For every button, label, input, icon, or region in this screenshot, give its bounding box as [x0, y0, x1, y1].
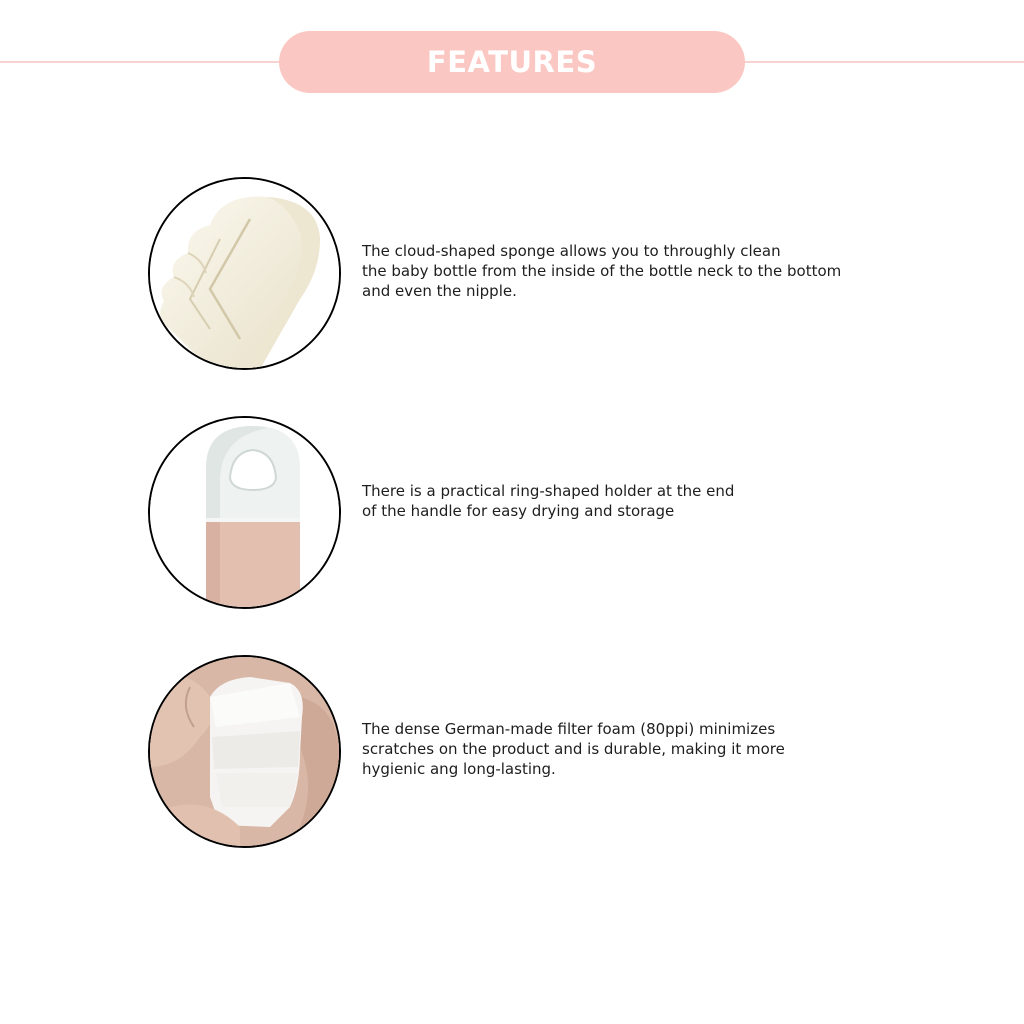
cloud-sponge-icon	[150, 179, 339, 368]
ring-holder-image	[148, 416, 341, 609]
feature-description-1: The cloud-shaped sponge allows you to throughly clean the baby bottle from the inside of the bottle neck to the bottom and even the nipple.	[362, 242, 842, 300]
feature-description-3: The dense German-made filter foam (80ppi) minimizes scratches on the product and is durable, making it more hygienic ang long-lasting.	[362, 720, 785, 778]
features-title: FEATURES	[426, 45, 598, 79]
filter-foam-icon	[150, 657, 339, 846]
cloud-sponge-image	[148, 177, 341, 370]
filter-foam-image	[148, 655, 341, 848]
ring-holder-icon	[150, 418, 339, 607]
features-header	[279, 31, 745, 93]
feature-description-2: There is a practical ring-shaped holder at the end of the handle for easy drying and storage	[362, 482, 735, 520]
